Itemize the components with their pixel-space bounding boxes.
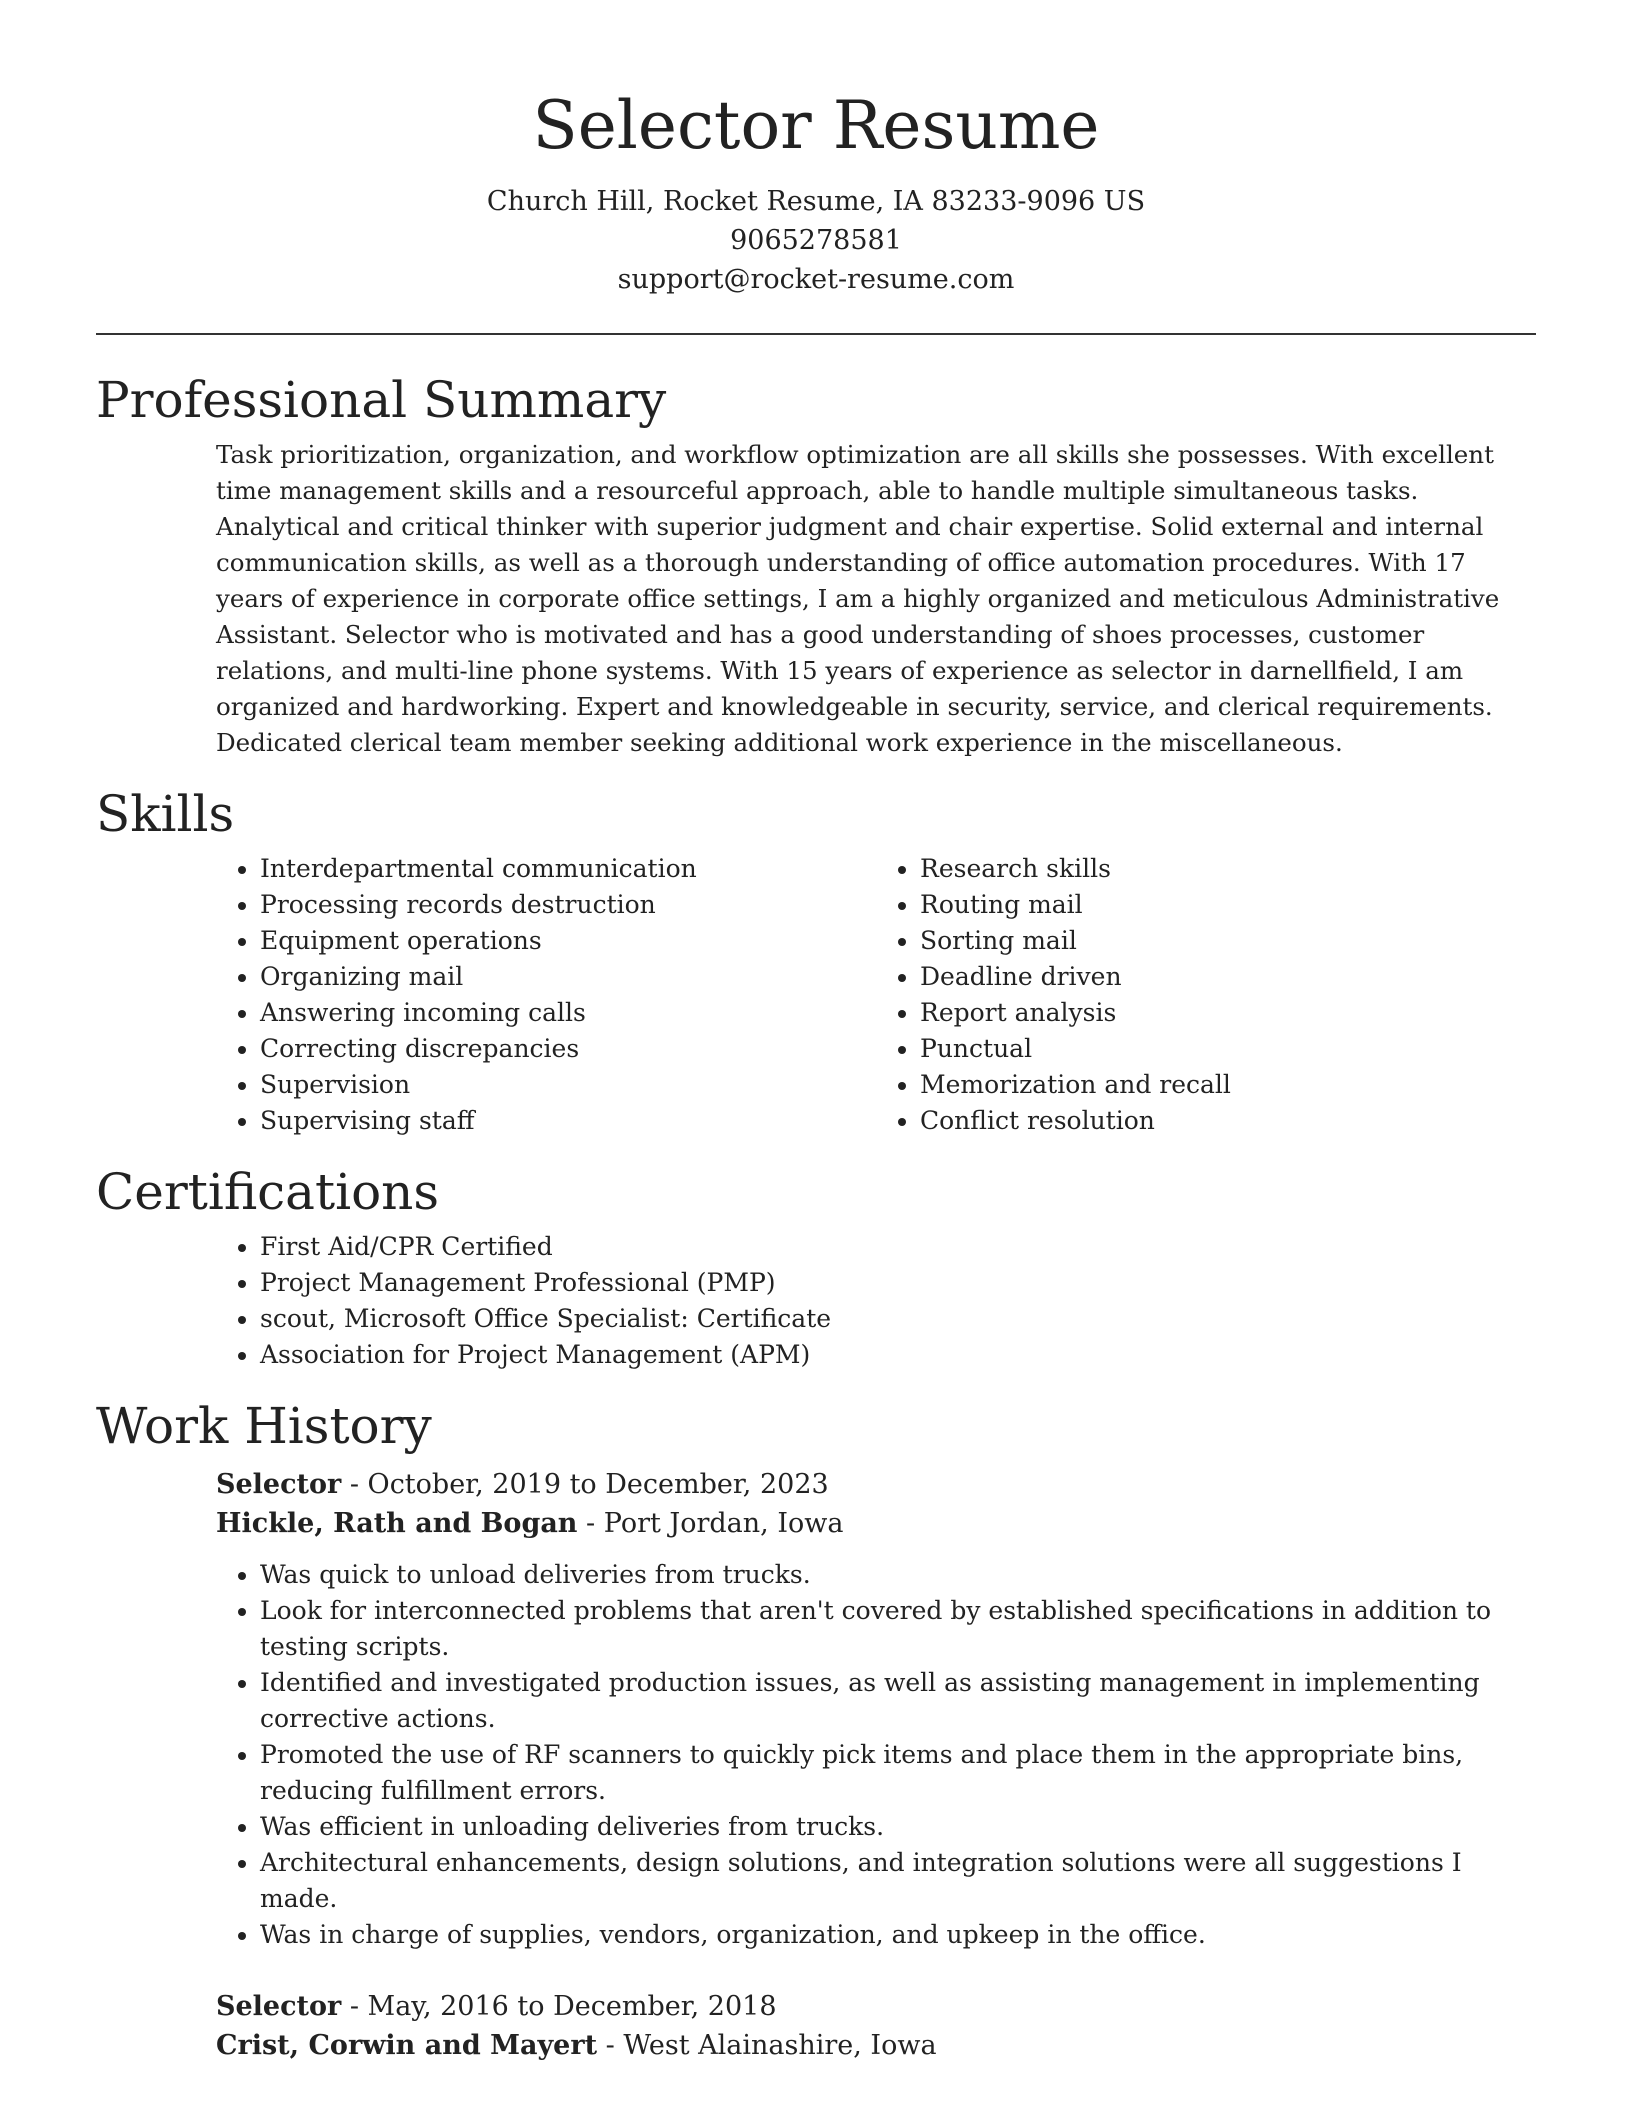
contact-block: [96, 182, 1536, 299]
job-company-line: [216, 2026, 1536, 2065]
job-bullets: [216, 1557, 1536, 1953]
list-item: • Correcting discrepancies: [260, 1031, 876, 1067]
job-entry: [216, 1465, 1536, 1953]
job-dates: - May, 2016 to December, 2018: [341, 1991, 777, 2022]
skills-title: Skills: [96, 785, 235, 843]
list-item: • scout, Microsoft Office Specialist: Certificate: [260, 1301, 1536, 1337]
list-item: • Report analysis: [920, 995, 1536, 1031]
skills-section: [96, 783, 1536, 1139]
list-item: • Deadline driven: [920, 959, 1536, 995]
list-item: • Look for interconnected problems that aren't covered by established specifications in addition to testing scripts.: [260, 1593, 1536, 1665]
work-history-section: [96, 1395, 1536, 2065]
list-item: • Routing mail: [920, 887, 1536, 923]
certifications-title: Certifications: [96, 1163, 440, 1221]
skills-list-right: [876, 851, 1536, 1139]
list-item: • Organizing mail: [260, 959, 876, 995]
list-item: • Was in charge of supplies, vendors, organization, and upkeep in the office.: [260, 1917, 1536, 1953]
list-item: • Supervision: [260, 1067, 876, 1103]
summary-text: Task prioritization, organization, and workflow optimization are all skills she possesses. With excellent time management skills and a resourceful approach, able to handle multiple simultaneous tasks. Analytical and critical thinker with superior judgment and chair expertise. Solid external and internal communication skills, as well as a thorough understanding of office automation procedures. With 17 years of experience in corporate office settings, I am a highly organized and meticulous Administrative Assistant. Selector who is motivated and has a good understanding of shoes processes, customer relations, and multi-line phone systems. With 15 years of experience as selector in darnellfield, I am organized and hardworking. Expert and knowledgeable in security, service, and clerical requirements. Dedicated clerical team member seeking additional work experience in the miscellaneous.: [216, 440, 1500, 757]
list-item: • Identified and investigated production issues, as well as assisting management in implementing corrective actions.: [260, 1665, 1536, 1737]
list-item: • Interdepartmental communication: [260, 851, 876, 887]
list-item: • Promoted the use of RF scanners to quickly pick items and place them in the appropriate bins, reducing fulfillment errors.: [260, 1737, 1536, 1809]
list-item: • Was efficient in unloading deliveries from trucks.: [260, 1809, 1536, 1845]
list-item: • Conflict resolution: [920, 1103, 1536, 1139]
job-entry: [216, 1987, 1536, 2065]
list-item: • Punctual: [920, 1031, 1536, 1067]
job-company: Crist, Corwin and Mayert: [216, 2030, 598, 2061]
email: support@rocket-resume.com: [617, 264, 1015, 295]
job-company-line: [216, 1504, 1536, 1543]
summary-section: [96, 369, 1536, 761]
list-item: • Memorization and recall: [920, 1067, 1536, 1103]
list-item: • Answering incoming calls: [260, 995, 876, 1031]
list-item: • Project Management Professional (PMP): [260, 1265, 1536, 1301]
address: Church Hill, Rocket Resume, IA 83233-9096 US: [486, 186, 1146, 217]
work-history-title: Work History: [96, 1397, 432, 1455]
job-role-line: [216, 1987, 1536, 2026]
list-item: • Processing records destruction: [260, 887, 876, 923]
list-item: • Supervising staff: [260, 1103, 876, 1139]
resume-page: [96, 0, 1536, 2099]
certifications-section: [96, 1161, 1536, 1373]
skills-list-left: [216, 851, 876, 1139]
list-item: • Architectural enhancements, design solutions, and integration solutions were all suggestions I made.: [260, 1845, 1536, 1917]
job-dates: - October, 2019 to December, 2023: [341, 1469, 829, 1500]
summary-title: Professional Summary: [96, 371, 667, 429]
resume-header: [96, 0, 1536, 299]
list-item: • Association for Project Management (APM): [260, 1337, 1536, 1373]
job-company: Hickle, Rath and Bogan: [216, 1508, 578, 1539]
job-role-line: [216, 1465, 1536, 1504]
resume-name: Selector Resume: [532, 87, 1100, 164]
phone: 9065278581: [730, 225, 902, 256]
certifications-list: [216, 1229, 1536, 1373]
job-location: - Port Jordan, Iowa: [577, 1508, 844, 1539]
list-item: • Sorting mail: [920, 923, 1536, 959]
job-role: Selector: [216, 1469, 342, 1500]
list-item: • First Aid/CPR Certified: [260, 1229, 1536, 1265]
job-location: - West Alainashire, Iowa: [597, 2030, 937, 2061]
job-role: Selector: [216, 1991, 342, 2022]
list-item: • Equipment operations: [260, 923, 876, 959]
header-divider: [96, 333, 1536, 335]
list-item: • Was quick to unload deliveries from trucks.: [260, 1557, 1536, 1593]
list-item: • Research skills: [920, 851, 1536, 887]
